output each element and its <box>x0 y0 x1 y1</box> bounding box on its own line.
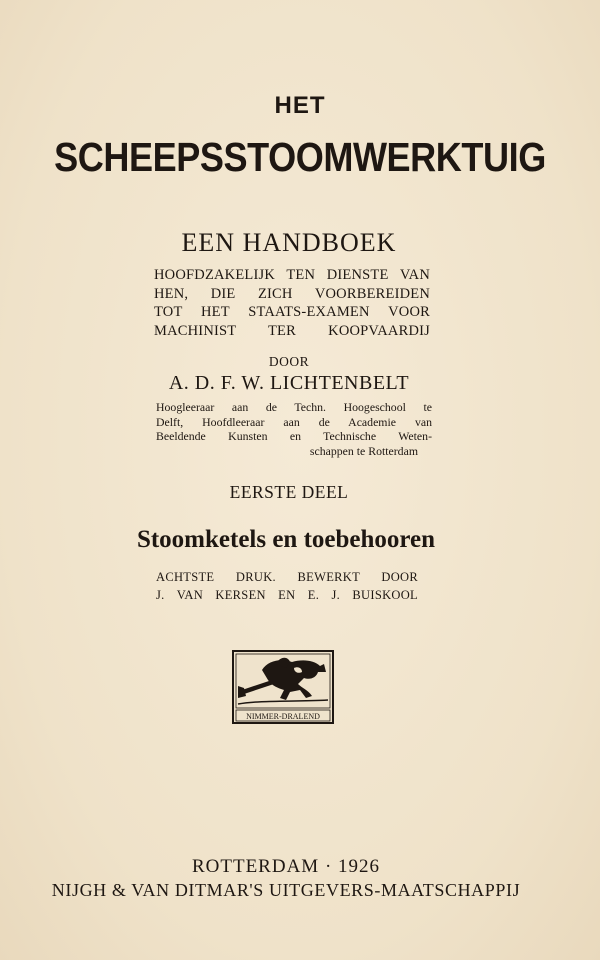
author-affiliation <box>156 400 432 458</box>
by-label: DOOR <box>268 354 310 369</box>
volume-part: EERSTE DEEL <box>229 482 349 502</box>
edition-note <box>156 568 418 604</box>
imprint-city-year: ROTTERDAM · 1926 <box>191 856 381 877</box>
horseman-trumpet-emblem-icon <box>232 650 334 724</box>
description-line: HEN, DIE ZICH VOORBEREIDEN <box>154 285 430 302</box>
title-article: HET <box>274 92 326 119</box>
book-title: SCHEEPSSTOOMWERKTUIG <box>54 134 546 180</box>
imprint-publisher: NIJGH & VAN DITMAR'S UITGEVERS-MAATSCHAPPIJ <box>51 880 521 900</box>
volume-title: Stoomketels en toebehooren <box>136 526 436 553</box>
affiliation-line: schappen te Rotterdam <box>309 443 418 458</box>
affiliation-line: Hoogleeraar aan de Techn. Hoogeschool te <box>156 400 432 414</box>
edition-line: J. VAN KERSEN EN E. J. BUISKOOL <box>156 588 418 602</box>
description-line: MACHINIST TER KOOPVAARDIJ <box>154 322 430 339</box>
edition-line: ACHTSTE DRUK. BEWERKT DOOR <box>156 570 418 584</box>
description-line: HOOFDZAKELIJK TEN DIENSTE VAN <box>154 267 430 283</box>
description <box>154 266 430 340</box>
affiliation-line: Beeldende Kunsten en Technische Weten- <box>156 429 432 443</box>
affiliation-line: Delft, Hoofdleeraar aan de Academie van <box>156 414 432 429</box>
book-kind: EEN HANDBOEK <box>181 228 397 257</box>
author-name: A. D. F. W. LICHTENBELT <box>168 372 410 394</box>
description-line: TOT HET STAATS-EXAMEN VOOR <box>154 304 430 320</box>
logo-motto: NIMMER-DRALEND <box>246 712 320 721</box>
